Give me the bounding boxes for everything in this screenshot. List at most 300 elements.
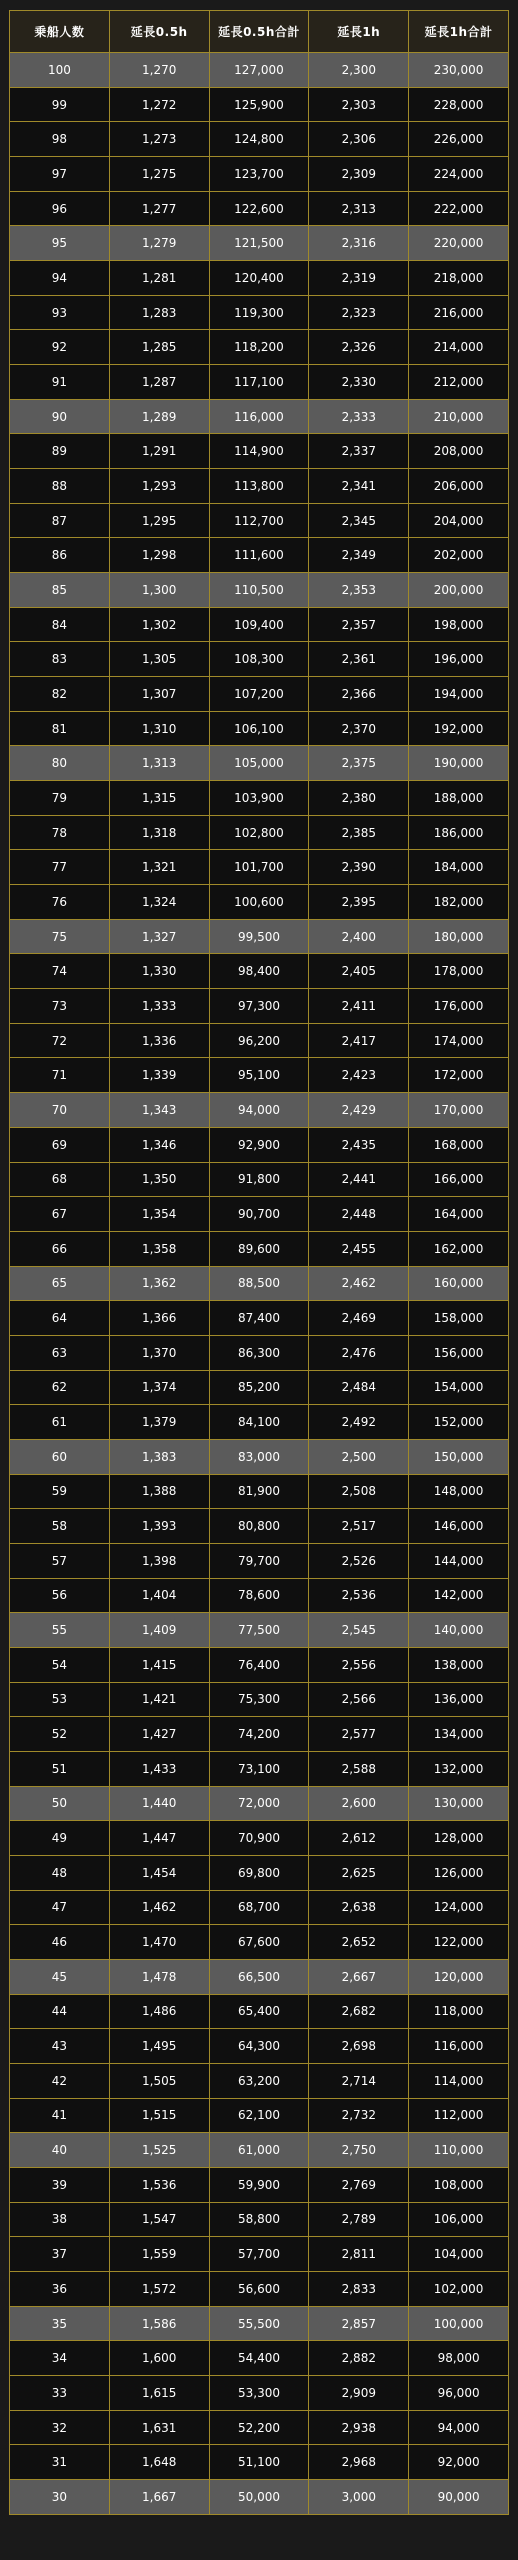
table-row [10, 538, 509, 573]
table-row [10, 1023, 509, 1058]
cell-ext-05h: 1,321 [109, 850, 209, 885]
cell-ext-05h: 1,315 [109, 781, 209, 816]
cell-ext-1h: 2,789 [309, 2202, 409, 2237]
cell-ext-05h: 1,383 [109, 1439, 209, 1474]
cell-ext-1h: 2,769 [309, 2167, 409, 2202]
cell-ext-1h-total: 178,000 [409, 954, 509, 989]
table-row [10, 261, 509, 296]
cell-ext-05h: 1,415 [109, 1647, 209, 1682]
table-header [10, 11, 509, 53]
cell-ext-05h-total: 122,600 [209, 191, 309, 226]
cell-ext-05h: 1,486 [109, 1994, 209, 2029]
cell-ext-05h-total: 92,900 [209, 1127, 309, 1162]
cell-ext-1h: 2,938 [309, 2410, 409, 2445]
cell-ext-1h-total: 162,000 [409, 1231, 509, 1266]
cell-passengers: 89 [10, 434, 110, 469]
cell-ext-1h-total: 174,000 [409, 1023, 509, 1058]
cell-ext-05h: 1,374 [109, 1370, 209, 1405]
cell-passengers: 99 [10, 87, 110, 122]
cell-ext-1h: 2,600 [309, 1786, 409, 1821]
cell-passengers: 67 [10, 1197, 110, 1232]
cell-ext-05h-total: 120,400 [209, 261, 309, 296]
cell-passengers: 46 [10, 1925, 110, 1960]
cell-ext-1h: 2,909 [309, 2376, 409, 2411]
cell-passengers: 85 [10, 573, 110, 608]
cell-ext-1h: 2,566 [309, 1682, 409, 1717]
cell-ext-05h: 1,289 [109, 399, 209, 434]
cell-passengers: 47 [10, 1890, 110, 1925]
cell-ext-05h: 1,366 [109, 1301, 209, 1336]
cell-ext-1h-total: 188,000 [409, 781, 509, 816]
cell-passengers: 69 [10, 1127, 110, 1162]
cell-ext-1h: 2,833 [309, 2272, 409, 2307]
cell-passengers: 53 [10, 1682, 110, 1717]
table-row [10, 191, 509, 226]
cell-ext-1h: 2,380 [309, 781, 409, 816]
table-row [10, 2341, 509, 2376]
cell-passengers: 91 [10, 365, 110, 400]
cell-ext-1h-total: 124,000 [409, 1890, 509, 1925]
cell-ext-05h-total: 61,000 [209, 2133, 309, 2168]
cell-ext-05h: 1,433 [109, 1751, 209, 1786]
cell-ext-05h-total: 111,600 [209, 538, 309, 573]
cell-ext-1h-total: 164,000 [409, 1197, 509, 1232]
cell-ext-05h-total: 107,200 [209, 677, 309, 712]
table-row [10, 330, 509, 365]
cell-ext-05h: 1,470 [109, 1925, 209, 1960]
cell-ext-05h: 1,505 [109, 2063, 209, 2098]
cell-ext-1h-total: 152,000 [409, 1405, 509, 1440]
cell-ext-1h-total: 132,000 [409, 1751, 509, 1786]
cell-ext-1h-total: 170,000 [409, 1093, 509, 1128]
cell-passengers: 64 [10, 1301, 110, 1336]
cell-ext-05h: 1,327 [109, 919, 209, 954]
cell-ext-1h-total: 210,000 [409, 399, 509, 434]
cell-passengers: 45 [10, 1959, 110, 1994]
cell-passengers: 87 [10, 503, 110, 538]
table-row [10, 1855, 509, 1890]
cell-ext-1h-total: 140,000 [409, 1613, 509, 1648]
cell-ext-1h: 2,638 [309, 1890, 409, 1925]
cell-passengers: 79 [10, 781, 110, 816]
table-row [10, 677, 509, 712]
cell-ext-05h-total: 99,500 [209, 919, 309, 954]
table-row [10, 2063, 509, 2098]
cell-ext-05h-total: 87,400 [209, 1301, 309, 1336]
cell-ext-1h-total: 198,000 [409, 607, 509, 642]
cell-ext-05h: 1,343 [109, 1093, 209, 1128]
cell-ext-1h: 2,698 [309, 2029, 409, 2064]
cell-ext-05h-total: 53,300 [209, 2376, 309, 2411]
cell-ext-05h-total: 118,200 [209, 330, 309, 365]
cell-ext-1h: 2,500 [309, 1439, 409, 1474]
cell-ext-05h-total: 108,300 [209, 642, 309, 677]
cell-ext-1h: 2,361 [309, 642, 409, 677]
table-row [10, 2167, 509, 2202]
cell-ext-05h: 1,462 [109, 1890, 209, 1925]
cell-ext-1h-total: 186,000 [409, 815, 509, 850]
cell-ext-05h: 1,275 [109, 157, 209, 192]
header-ext-05h-total: 延長0.5h合計 [209, 11, 309, 53]
table-row [10, 1717, 509, 1752]
table-row [10, 503, 509, 538]
table-row [10, 2237, 509, 2272]
cell-ext-1h: 2,536 [309, 1578, 409, 1613]
cell-ext-1h: 2,345 [309, 503, 409, 538]
cell-ext-05h-total: 72,000 [209, 1786, 309, 1821]
cell-ext-1h: 2,337 [309, 434, 409, 469]
cell-passengers: 51 [10, 1751, 110, 1786]
cell-ext-05h: 1,404 [109, 1578, 209, 1613]
cell-ext-05h-total: 103,900 [209, 781, 309, 816]
cell-ext-1h: 2,682 [309, 1994, 409, 2029]
cell-ext-1h-total: 114,000 [409, 2063, 509, 2098]
cell-ext-05h: 1,270 [109, 53, 209, 88]
cell-ext-05h: 1,310 [109, 711, 209, 746]
cell-ext-1h: 2,395 [309, 885, 409, 920]
cell-ext-05h-total: 95,100 [209, 1058, 309, 1093]
table-row [10, 1959, 509, 1994]
cell-ext-1h-total: 146,000 [409, 1509, 509, 1544]
cell-passengers: 76 [10, 885, 110, 920]
cell-passengers: 58 [10, 1509, 110, 1544]
cell-ext-1h: 2,455 [309, 1231, 409, 1266]
cell-ext-1h: 2,370 [309, 711, 409, 746]
cell-ext-1h: 2,385 [309, 815, 409, 850]
cell-passengers: 96 [10, 191, 110, 226]
cell-ext-1h: 2,333 [309, 399, 409, 434]
table-row [10, 642, 509, 677]
cell-ext-1h: 2,400 [309, 919, 409, 954]
cell-ext-05h: 1,559 [109, 2237, 209, 2272]
cell-ext-1h: 2,545 [309, 1613, 409, 1648]
cell-ext-05h: 1,362 [109, 1266, 209, 1301]
table-row [10, 1301, 509, 1336]
cell-ext-1h: 3,000 [309, 2480, 409, 2515]
cell-ext-1h-total: 98,000 [409, 2341, 509, 2376]
cell-ext-05h-total: 59,900 [209, 2167, 309, 2202]
cell-ext-1h-total: 130,000 [409, 1786, 509, 1821]
cell-ext-1h: 2,612 [309, 1821, 409, 1856]
cell-ext-05h-total: 125,900 [209, 87, 309, 122]
table-row [10, 1682, 509, 1717]
cell-ext-1h: 2,667 [309, 1959, 409, 1994]
cell-passengers: 70 [10, 1093, 110, 1128]
cell-ext-05h: 1,298 [109, 538, 209, 573]
cell-passengers: 57 [10, 1543, 110, 1578]
cell-passengers: 54 [10, 1647, 110, 1682]
cell-ext-1h: 2,319 [309, 261, 409, 296]
cell-passengers: 81 [10, 711, 110, 746]
table-row [10, 53, 509, 88]
cell-ext-05h-total: 86,300 [209, 1335, 309, 1370]
cell-ext-1h-total: 190,000 [409, 746, 509, 781]
cell-ext-1h-total: 156,000 [409, 1335, 509, 1370]
cell-ext-1h-total: 110,000 [409, 2133, 509, 2168]
cell-ext-1h: 2,577 [309, 1717, 409, 1752]
cell-ext-1h: 2,652 [309, 1925, 409, 1960]
cell-ext-1h-total: 196,000 [409, 642, 509, 677]
table-row [10, 295, 509, 330]
cell-ext-05h-total: 79,700 [209, 1543, 309, 1578]
cell-ext-1h-total: 204,000 [409, 503, 509, 538]
cell-ext-1h-total: 118,000 [409, 1994, 509, 2029]
cell-ext-1h-total: 122,000 [409, 1925, 509, 1960]
cell-ext-05h: 1,279 [109, 226, 209, 261]
header-ext-05h: 延長0.5h [109, 11, 209, 53]
cell-ext-1h: 2,588 [309, 1751, 409, 1786]
cell-ext-05h-total: 76,400 [209, 1647, 309, 1682]
cell-ext-05h: 1,370 [109, 1335, 209, 1370]
price-table-container [9, 10, 509, 2515]
table-row [10, 1925, 509, 1960]
cell-passengers: 68 [10, 1162, 110, 1197]
table-row [10, 87, 509, 122]
cell-ext-1h: 2,625 [309, 1855, 409, 1890]
cell-ext-05h-total: 123,700 [209, 157, 309, 192]
table-row [10, 1509, 509, 1544]
cell-ext-05h-total: 73,100 [209, 1751, 309, 1786]
cell-ext-1h: 2,330 [309, 365, 409, 400]
cell-passengers: 88 [10, 469, 110, 504]
cell-passengers: 97 [10, 157, 110, 192]
cell-ext-05h: 1,277 [109, 191, 209, 226]
header-row [10, 11, 509, 53]
cell-ext-05h-total: 57,700 [209, 2237, 309, 2272]
cell-ext-1h: 2,303 [309, 87, 409, 122]
header-passengers: 乗船人数 [10, 11, 110, 53]
cell-ext-05h: 1,318 [109, 815, 209, 850]
cell-ext-05h: 1,336 [109, 1023, 209, 1058]
cell-ext-05h-total: 121,500 [209, 226, 309, 261]
cell-ext-1h-total: 148,000 [409, 1474, 509, 1509]
cell-ext-05h-total: 97,300 [209, 989, 309, 1024]
cell-ext-1h-total: 134,000 [409, 1717, 509, 1752]
table-row [10, 157, 509, 192]
cell-ext-05h: 1,287 [109, 365, 209, 400]
cell-passengers: 78 [10, 815, 110, 850]
table-row [10, 1821, 509, 1856]
table-row [10, 1162, 509, 1197]
cell-ext-1h: 2,732 [309, 2098, 409, 2133]
cell-ext-1h: 2,968 [309, 2445, 409, 2480]
cell-ext-05h: 1,572 [109, 2272, 209, 2307]
cell-ext-05h: 1,427 [109, 1717, 209, 1752]
cell-ext-1h-total: 92,000 [409, 2445, 509, 2480]
cell-passengers: 38 [10, 2202, 110, 2237]
table-row [10, 1370, 509, 1405]
cell-ext-1h-total: 218,000 [409, 261, 509, 296]
cell-ext-05h-total: 81,900 [209, 1474, 309, 1509]
cell-ext-1h-total: 126,000 [409, 1855, 509, 1890]
table-row [10, 399, 509, 434]
cell-passengers: 86 [10, 538, 110, 573]
cell-ext-05h-total: 67,600 [209, 1925, 309, 1960]
cell-ext-05h: 1,330 [109, 954, 209, 989]
cell-ext-05h: 1,324 [109, 885, 209, 920]
cell-ext-05h: 1,305 [109, 642, 209, 677]
cell-ext-1h: 2,300 [309, 53, 409, 88]
cell-ext-1h: 2,750 [309, 2133, 409, 2168]
cell-ext-1h: 2,349 [309, 538, 409, 573]
table-row [10, 1751, 509, 1786]
cell-ext-1h-total: 120,000 [409, 1959, 509, 1994]
cell-ext-05h: 1,273 [109, 122, 209, 157]
cell-ext-05h: 1,393 [109, 1509, 209, 1544]
cell-ext-05h: 1,667 [109, 2480, 209, 2515]
table-row [10, 2133, 509, 2168]
cell-passengers: 30 [10, 2480, 110, 2515]
cell-ext-1h-total: 166,000 [409, 1162, 509, 1197]
cell-ext-1h: 2,517 [309, 1509, 409, 1544]
table-row [10, 850, 509, 885]
cell-ext-05h-total: 94,000 [209, 1093, 309, 1128]
cell-ext-05h-total: 84,100 [209, 1405, 309, 1440]
cell-ext-1h-total: 108,000 [409, 2167, 509, 2202]
table-row [10, 1474, 509, 1509]
cell-ext-1h: 2,857 [309, 2306, 409, 2341]
cell-ext-1h: 2,476 [309, 1335, 409, 1370]
cell-ext-05h: 1,440 [109, 1786, 209, 1821]
cell-ext-1h: 2,375 [309, 746, 409, 781]
table-row [10, 711, 509, 746]
cell-ext-1h: 2,411 [309, 989, 409, 1024]
table-body [10, 53, 509, 2515]
cell-ext-05h: 1,281 [109, 261, 209, 296]
cell-ext-05h-total: 101,700 [209, 850, 309, 885]
cell-ext-1h: 2,435 [309, 1127, 409, 1162]
cell-passengers: 44 [10, 1994, 110, 2029]
cell-ext-05h-total: 124,800 [209, 122, 309, 157]
cell-ext-05h: 1,447 [109, 1821, 209, 1856]
table-row [10, 1578, 509, 1613]
cell-ext-1h-total: 194,000 [409, 677, 509, 712]
table-row [10, 1197, 509, 1232]
cell-ext-05h-total: 98,400 [209, 954, 309, 989]
cell-ext-05h-total: 85,200 [209, 1370, 309, 1405]
cell-ext-1h-total: 106,000 [409, 2202, 509, 2237]
cell-ext-1h-total: 184,000 [409, 850, 509, 885]
cell-ext-1h-total: 216,000 [409, 295, 509, 330]
cell-ext-05h-total: 64,300 [209, 2029, 309, 2064]
cell-ext-1h-total: 222,000 [409, 191, 509, 226]
cell-ext-05h-total: 109,400 [209, 607, 309, 642]
cell-ext-1h-total: 128,000 [409, 1821, 509, 1856]
cell-passengers: 72 [10, 1023, 110, 1058]
cell-ext-1h-total: 226,000 [409, 122, 509, 157]
cell-ext-1h: 2,484 [309, 1370, 409, 1405]
cell-ext-05h-total: 77,500 [209, 1613, 309, 1648]
table-row [10, 919, 509, 954]
cell-ext-05h-total: 62,100 [209, 2098, 309, 2133]
table-row [10, 1647, 509, 1682]
cell-ext-05h: 1,272 [109, 87, 209, 122]
cell-ext-1h-total: 202,000 [409, 538, 509, 573]
table-row [10, 1266, 509, 1301]
cell-ext-05h: 1,454 [109, 1855, 209, 1890]
cell-passengers: 52 [10, 1717, 110, 1752]
cell-passengers: 43 [10, 2029, 110, 2064]
cell-ext-05h-total: 52,200 [209, 2410, 309, 2445]
cell-ext-05h: 1,495 [109, 2029, 209, 2064]
cell-passengers: 66 [10, 1231, 110, 1266]
cell-passengers: 77 [10, 850, 110, 885]
cell-ext-05h-total: 91,800 [209, 1162, 309, 1197]
cell-ext-05h: 1,547 [109, 2202, 209, 2237]
cell-ext-1h-total: 212,000 [409, 365, 509, 400]
cell-passengers: 60 [10, 1439, 110, 1474]
table-row [10, 365, 509, 400]
cell-ext-05h-total: 102,800 [209, 815, 309, 850]
cell-ext-1h: 2,390 [309, 850, 409, 885]
cell-ext-1h-total: 144,000 [409, 1543, 509, 1578]
cell-ext-05h-total: 114,900 [209, 434, 309, 469]
cell-passengers: 31 [10, 2445, 110, 2480]
table-row [10, 2272, 509, 2307]
cell-ext-1h: 2,313 [309, 191, 409, 226]
cell-ext-1h: 2,441 [309, 1162, 409, 1197]
cell-ext-05h: 1,615 [109, 2376, 209, 2411]
table-row [10, 1405, 509, 1440]
cell-passengers: 92 [10, 330, 110, 365]
table-row [10, 122, 509, 157]
cell-ext-05h-total: 100,600 [209, 885, 309, 920]
cell-ext-05h-total: 110,500 [209, 573, 309, 608]
cell-ext-05h-total: 54,400 [209, 2341, 309, 2376]
table-row [10, 573, 509, 608]
cell-ext-1h: 2,508 [309, 1474, 409, 1509]
table-row [10, 2098, 509, 2133]
cell-ext-1h: 2,429 [309, 1093, 409, 1128]
cell-ext-1h-total: 192,000 [409, 711, 509, 746]
cell-ext-1h-total: 90,000 [409, 2480, 509, 2515]
cell-ext-1h-total: 214,000 [409, 330, 509, 365]
table-row [10, 1613, 509, 1648]
cell-ext-1h: 2,462 [309, 1266, 409, 1301]
table-row [10, 226, 509, 261]
cell-ext-1h-total: 138,000 [409, 1647, 509, 1682]
cell-ext-05h: 1,536 [109, 2167, 209, 2202]
table-row [10, 815, 509, 850]
cell-ext-1h-total: 150,000 [409, 1439, 509, 1474]
table-row [10, 2410, 509, 2445]
cell-ext-05h: 1,291 [109, 434, 209, 469]
cell-ext-05h: 1,350 [109, 1162, 209, 1197]
cell-ext-1h: 2,526 [309, 1543, 409, 1578]
cell-passengers: 98 [10, 122, 110, 157]
cell-ext-1h: 2,492 [309, 1405, 409, 1440]
cell-passengers: 33 [10, 2376, 110, 2411]
cell-ext-05h-total: 55,500 [209, 2306, 309, 2341]
cell-ext-05h-total: 117,100 [209, 365, 309, 400]
cell-ext-1h-total: 136,000 [409, 1682, 509, 1717]
cell-passengers: 39 [10, 2167, 110, 2202]
cell-ext-1h: 2,323 [309, 295, 409, 330]
cell-ext-05h-total: 69,800 [209, 1855, 309, 1890]
cell-passengers: 63 [10, 1335, 110, 1370]
cell-ext-05h: 1,398 [109, 1543, 209, 1578]
cell-ext-05h: 1,631 [109, 2410, 209, 2445]
cell-ext-1h-total: 96,000 [409, 2376, 509, 2411]
cell-passengers: 32 [10, 2410, 110, 2445]
cell-ext-05h: 1,379 [109, 1405, 209, 1440]
cell-ext-05h: 1,283 [109, 295, 209, 330]
cell-ext-05h: 1,339 [109, 1058, 209, 1093]
cell-ext-1h: 2,306 [309, 122, 409, 157]
cell-ext-1h: 2,309 [309, 157, 409, 192]
cell-ext-05h: 1,586 [109, 2306, 209, 2341]
table-row [10, 1786, 509, 1821]
